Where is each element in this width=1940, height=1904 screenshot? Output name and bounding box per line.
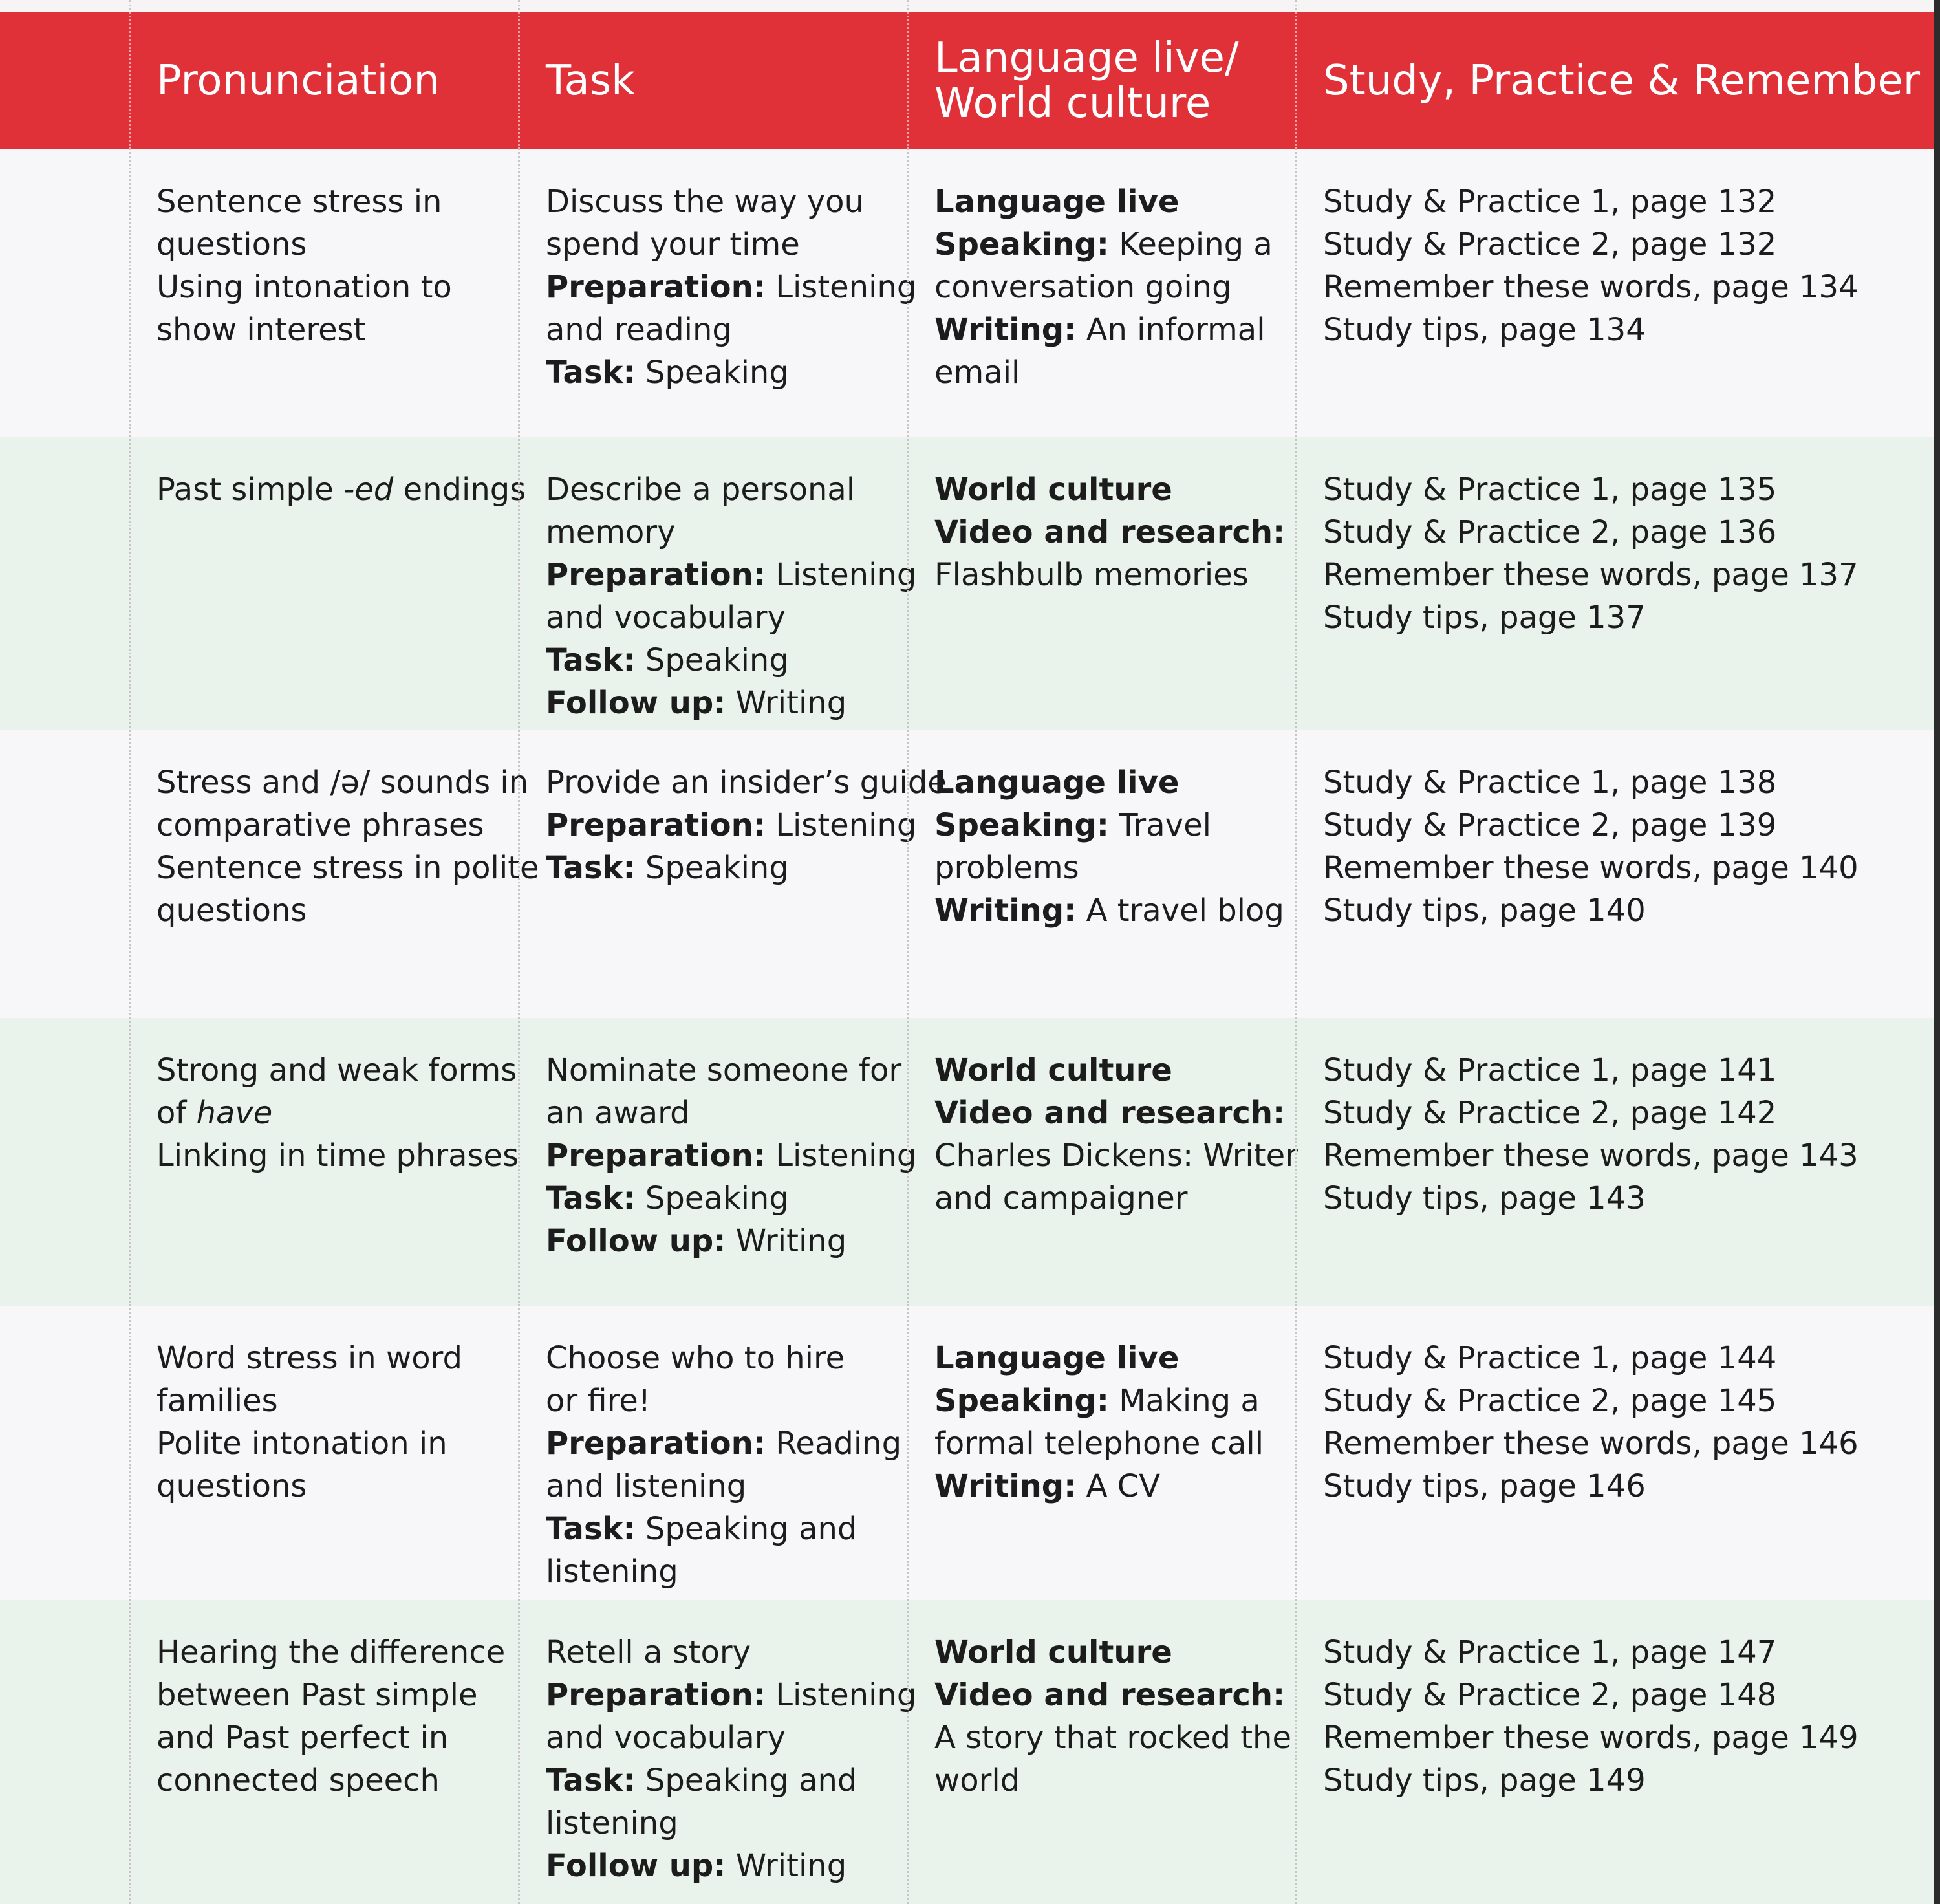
task-line	[546, 847, 947, 889]
task-line	[546, 1508, 901, 1550]
task-line	[546, 308, 916, 351]
task-line	[546, 1177, 916, 1220]
lang-line	[934, 761, 1284, 804]
pronunciation-text: of	[156, 1095, 197, 1131]
study-link: Study tips, page 140	[1323, 892, 1646, 929]
study-link: Study & Practice 2, page 148	[1323, 1677, 1777, 1713]
task-line-label: Follow up:	[546, 685, 726, 721]
study-link: Remember these words, page 146	[1323, 1425, 1859, 1462]
lang-line-text: An informal	[1076, 312, 1266, 348]
task-line-text: Speaking and	[635, 1762, 857, 1799]
task-line	[546, 554, 916, 596]
lang-line-label: Speaking:	[934, 807, 1109, 843]
table-row	[0, 149, 1934, 437]
study-link: Study & Practice 1, page 147	[1323, 1634, 1777, 1671]
task-line-text: Listening	[765, 1138, 917, 1174]
task-line	[546, 1716, 916, 1759]
task-line-label: Follow up:	[546, 1848, 726, 1884]
study-link: Study & Practice 1, page 141	[1323, 1052, 1777, 1088]
pronunciation-line: Word stress in word	[156, 1340, 462, 1376]
lang-line-text: formal telephone call	[934, 1425, 1264, 1462]
pronunciation-line: questions	[156, 1468, 307, 1504]
lang-line	[934, 1337, 1264, 1379]
task-line-text: and vocabulary	[546, 600, 786, 636]
task-line-text: Choose who to hire	[546, 1340, 845, 1376]
lang-line-label: Writing:	[934, 1468, 1077, 1504]
lang-line	[934, 1716, 1291, 1759]
task-line-text: or fire!	[546, 1383, 651, 1419]
study-link: Study & Practice 2, page 136	[1323, 514, 1777, 550]
pronunciation-line: show interest	[156, 312, 366, 348]
language-live-cell	[934, 1631, 1291, 1802]
task-line-label: Preparation:	[546, 557, 766, 593]
task-line	[546, 1631, 916, 1674]
study-link: Study & Practice 1, page 144	[1323, 1340, 1777, 1376]
lang-line-text: world	[934, 1762, 1020, 1799]
task-line	[546, 180, 916, 223]
study-link: Study tips, page 146	[1323, 1468, 1646, 1504]
task-line-text: Speaking	[635, 642, 789, 678]
lang-line-text: Making a	[1108, 1383, 1260, 1419]
pronunciation-cell	[156, 1049, 519, 1177]
task-line-text: Nominate someone for	[546, 1052, 902, 1088]
lang-line	[934, 1631, 1291, 1674]
task-line-text: Speaking	[635, 354, 789, 391]
task-line	[546, 351, 916, 394]
pronunciation-cell	[156, 180, 452, 351]
lang-line-label: Language live	[934, 184, 1180, 220]
task-line	[546, 1134, 916, 1177]
task-line-label: Follow up:	[546, 1223, 726, 1259]
study-link: Remember these words, page 140	[1323, 850, 1859, 886]
task-line	[546, 1465, 901, 1508]
lang-line-text: A story that rocked the	[934, 1720, 1291, 1756]
lang-line	[934, 554, 1285, 596]
study-link: Study tips, page 143	[1323, 1180, 1646, 1217]
lang-line-label: Language live	[934, 1340, 1180, 1376]
lang-line-label: Video and research:	[934, 1677, 1286, 1713]
lang-line-label: World culture	[934, 1052, 1172, 1088]
column-divider	[518, 0, 520, 1904]
pronunciation-line: connected speech	[156, 1762, 440, 1799]
task-line	[546, 1844, 916, 1887]
task-line	[546, 1337, 901, 1379]
header-study-practice: Study, Practice & Remember	[1323, 56, 1921, 105]
study-link: Study tips, page 149	[1323, 1762, 1646, 1799]
task-line-label: Preparation:	[546, 807, 766, 843]
task-line	[546, 1049, 916, 1092]
column-divider	[129, 0, 131, 1904]
lang-line	[934, 1422, 1264, 1465]
pronunciation-text: endings	[393, 471, 526, 508]
task-line	[546, 804, 947, 847]
task-line-label: Task:	[546, 850, 636, 886]
study-link: Study & Practice 1, page 135	[1323, 471, 1777, 508]
task-line	[546, 639, 916, 682]
study-link: Study & Practice 2, page 132	[1323, 226, 1777, 263]
study-link: Study & Practice 1, page 132	[1323, 184, 1777, 220]
lang-line-label: Video and research:	[934, 1095, 1286, 1131]
study-cell	[1323, 1631, 1859, 1802]
pronunciation-line: families	[156, 1383, 278, 1419]
lang-line-label: Language live	[934, 764, 1180, 801]
pronunciation-cell	[156, 1631, 505, 1802]
pronunciation-line: Using intonation to	[156, 269, 452, 305]
task-line-label: Preparation:	[546, 269, 766, 305]
study-link: Study & Practice 2, page 142	[1323, 1095, 1777, 1131]
language-live-cell	[934, 1049, 1298, 1220]
table-header	[0, 12, 1934, 149]
task-line-label: Preparation:	[546, 1425, 766, 1462]
lang-line-text: Charles Dickens: Writer	[934, 1138, 1298, 1174]
task-line-text: and reading	[546, 312, 732, 348]
lang-line-text: A travel blog	[1076, 892, 1284, 929]
study-cell	[1323, 468, 1859, 639]
table-row	[0, 730, 1934, 1018]
task-line	[546, 1220, 916, 1262]
pronunciation-line: Sentence stress in polite	[156, 850, 539, 886]
task-line-text: Reading	[765, 1425, 902, 1462]
task-line-text: Speaking	[635, 1180, 789, 1217]
task-line-text: Listening	[765, 807, 917, 843]
task-line	[546, 223, 916, 266]
study-link: Study tips, page 134	[1323, 312, 1646, 348]
pronunciation-line: questions	[156, 226, 307, 263]
header-pronunciation: Pronunciation	[156, 56, 440, 105]
lang-line	[934, 351, 1273, 394]
study-cell	[1323, 1337, 1859, 1508]
column-divider	[1295, 0, 1297, 1904]
lang-line	[934, 468, 1285, 511]
task-line-text: Listening	[765, 269, 917, 305]
pronunciation-cell	[156, 468, 526, 511]
pronunciation-line	[156, 1092, 519, 1134]
task-cell	[546, 1337, 901, 1593]
study-cell	[1323, 180, 1859, 351]
task-line-text: and listening	[546, 1468, 747, 1504]
table-row	[0, 1600, 1934, 1904]
task-cell	[546, 180, 916, 394]
lang-line-label: Writing:	[934, 312, 1077, 348]
lang-line	[934, 308, 1273, 351]
task-line	[546, 761, 947, 804]
pronunciation-line: between Past simple	[156, 1677, 478, 1713]
lang-line	[934, 1379, 1264, 1422]
study-link: Study & Practice 1, page 138	[1323, 764, 1777, 801]
header-divider	[518, 12, 520, 149]
task-line	[546, 1802, 916, 1844]
lang-line-label: Speaking:	[934, 226, 1109, 263]
language-live-cell	[934, 761, 1284, 932]
study-link: Study & Practice 2, page 139	[1323, 807, 1777, 843]
lang-line	[934, 1465, 1264, 1508]
study-cell	[1323, 1049, 1859, 1220]
table-row	[0, 1306, 1934, 1600]
study-cell	[1323, 761, 1859, 932]
lang-line-label: Writing:	[934, 892, 1077, 929]
pronunciation-line: Strong and weak forms	[156, 1052, 517, 1088]
pronunciation-line: Sentence stress in	[156, 184, 442, 220]
lang-line	[934, 180, 1273, 223]
lang-line-label: World culture	[934, 471, 1172, 508]
task-line	[546, 1379, 901, 1422]
pronunciation-cell	[156, 761, 539, 932]
task-line-label: Task:	[546, 354, 636, 391]
pronunciation-line: questions	[156, 892, 307, 929]
lang-line-text: problems	[934, 850, 1079, 886]
task-line-label: Task:	[546, 642, 636, 678]
task-line-text: Retell a story	[546, 1634, 751, 1671]
task-line	[546, 596, 916, 639]
task-cell	[546, 468, 916, 724]
task-line-text: listening	[546, 1553, 678, 1590]
pronunciation-line: Hearing the difference	[156, 1634, 506, 1671]
lang-line	[934, 1134, 1298, 1177]
task-line-text: memory	[546, 514, 676, 550]
task-line-text: Describe a personal	[546, 471, 856, 508]
study-link: Remember these words, page 149	[1323, 1720, 1859, 1756]
pronunciation-italic: -ed	[343, 471, 394, 508]
task-line-text: Writing	[726, 1848, 847, 1884]
lang-line	[934, 889, 1284, 932]
lang-line-label: Video and research:	[934, 514, 1286, 550]
task-cell	[546, 761, 947, 889]
pronunciation-italic: have	[196, 1095, 273, 1131]
lang-line	[934, 847, 1284, 889]
task-line-label: Task:	[546, 1511, 636, 1547]
lang-line	[934, 804, 1284, 847]
task-line	[546, 511, 916, 554]
lang-line-label: Speaking:	[934, 1383, 1109, 1419]
pronunciation-line: Polite intonation in	[156, 1425, 447, 1462]
task-line-text: and vocabulary	[546, 1720, 786, 1756]
lang-line-text: and campaigner	[934, 1180, 1188, 1217]
header-divider	[129, 12, 131, 149]
task-line-text: Listening	[765, 557, 917, 593]
table-row	[0, 1018, 1934, 1306]
lang-line	[934, 511, 1285, 554]
task-cell	[546, 1049, 916, 1262]
lang-line-text: Travel	[1108, 807, 1211, 843]
task-line-text: an award	[546, 1095, 690, 1131]
task-line-label: Task:	[546, 1180, 636, 1217]
header-divider	[907, 12, 909, 149]
lang-line	[934, 1177, 1298, 1220]
task-cell	[546, 1631, 916, 1887]
task-line-label: Task:	[546, 1762, 636, 1799]
task-line-text: spend your time	[546, 226, 800, 263]
table-row	[0, 437, 1934, 730]
lang-line	[934, 1049, 1298, 1092]
study-link: Study tips, page 137	[1323, 600, 1646, 636]
task-line	[546, 682, 916, 724]
lang-line	[934, 1759, 1291, 1802]
header-language-live: Language live/ World culture	[934, 34, 1239, 127]
pronunciation-line: Linking in time phrases	[156, 1138, 519, 1174]
lang-line-label: World culture	[934, 1634, 1172, 1671]
task-line-text: Writing	[726, 1223, 847, 1259]
lang-line-text: Keeping a	[1108, 226, 1273, 263]
task-line	[546, 1759, 916, 1802]
pronunciation-line: Stress and /ə/ sounds in	[156, 764, 529, 801]
task-line-text: Speaking and	[635, 1511, 857, 1547]
task-line-text: Provide an insider’s guide	[546, 764, 947, 801]
task-line	[546, 266, 916, 308]
study-link: Remember these words, page 137	[1323, 557, 1859, 593]
lang-line	[934, 266, 1273, 308]
pronunciation-line: comparative phrases	[156, 807, 484, 843]
lang-line-text: A CV	[1076, 1468, 1161, 1504]
lang-line	[934, 223, 1273, 266]
lang-line	[934, 1674, 1291, 1716]
column-divider	[907, 0, 909, 1904]
task-line	[546, 468, 916, 511]
study-link: Remember these words, page 134	[1323, 269, 1859, 305]
lang-line-text: email	[934, 354, 1020, 391]
task-line-text: Writing	[726, 685, 847, 721]
study-link: Remember these words, page 143	[1323, 1138, 1859, 1174]
pronunciation-text: Past simple	[156, 471, 343, 508]
task-line-label: Preparation:	[546, 1138, 766, 1174]
task-line	[546, 1422, 901, 1465]
pronunciation-line	[156, 468, 526, 511]
task-line	[546, 1092, 916, 1134]
task-line-text: listening	[546, 1805, 678, 1841]
task-line-text: Speaking	[635, 850, 789, 886]
header-task: Task	[546, 56, 636, 105]
task-line	[546, 1550, 901, 1593]
lang-line	[934, 1092, 1298, 1134]
task-line	[546, 1674, 916, 1716]
language-live-cell	[934, 180, 1273, 394]
lang-line-text: Flashbulb memories	[934, 557, 1249, 593]
language-live-cell	[934, 468, 1285, 596]
language-live-cell	[934, 1337, 1264, 1508]
task-line-label: Preparation:	[546, 1677, 766, 1713]
pronunciation-line: and Past perfect in	[156, 1720, 449, 1756]
page-edge	[1934, 0, 1940, 1904]
lang-line-text: conversation going	[934, 269, 1232, 305]
pronunciation-cell	[156, 1337, 462, 1508]
task-line-text: Listening	[765, 1677, 917, 1713]
task-line-text: Discuss the way you	[546, 184, 864, 220]
header-divider	[1295, 12, 1297, 149]
study-link: Study & Practice 2, page 145	[1323, 1383, 1777, 1419]
